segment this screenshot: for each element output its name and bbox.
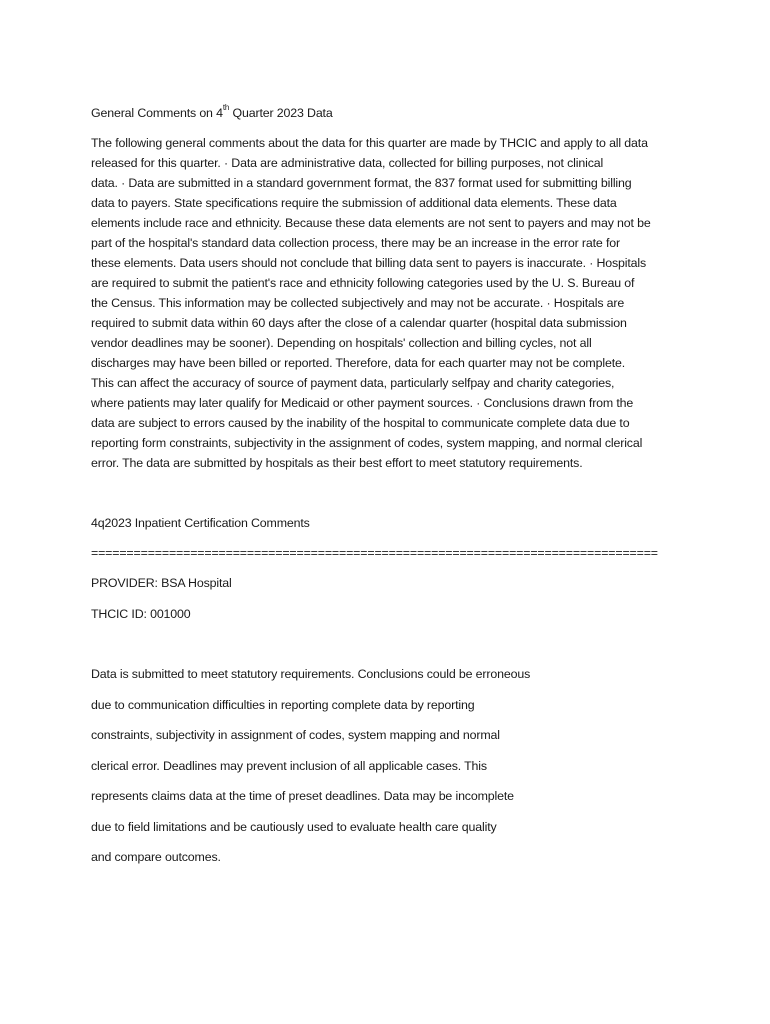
provider-comment-line: and compare outcomes. <box>91 850 221 864</box>
paragraph-line: data to payers. State specifications require the submission of additional data elements. These data <box>91 196 617 210</box>
thcic-id: THCIC ID: 001000 <box>91 607 191 621</box>
paragraph-line: elements include race and ethnicity. Because these data elements are not sent to payers and may not be <box>91 216 651 230</box>
provider-comment-line: clerical error. Deadlines may prevent inclusion of all applicable cases. This <box>91 758 487 773</box>
provider-comments <box>91 664 530 878</box>
provider-comment-line: represents claims data at the time of preset deadlines. Data may be incomplete <box>91 789 514 803</box>
paragraph-line: vendor deadlines may be sooner). Depending on hospitals' collection and billing cycles, not all <box>91 336 592 350</box>
paragraph-line: are required to submit the patient's race and ethnicity following categories used by the U. S. Bureau of <box>91 276 635 290</box>
provider-comment-line: Data is submitted to meet statutory requirements. Conclusions could be erroneous <box>91 667 531 681</box>
paragraph-line: required to submit data within 60 days after the close of a calendar quarter (hospital data submission <box>91 316 627 330</box>
paragraph-line: data. · Data are submitted in a standard government format, the 837 format used for submitting billing <box>91 176 632 190</box>
provider-name: PROVIDER: BSA Hospital <box>91 576 232 590</box>
paragraph-line: discharges may have been billed or reported. Therefore, data for each quarter may not be complete. <box>91 356 626 370</box>
paragraph-line: released for this quarter. · Data are administrative data, collected for billing purposes, not clinical <box>91 156 604 170</box>
general-comments-paragraph <box>91 133 651 473</box>
provider-comment-line: constraints, subjectivity in assignment of codes, system mapping and normal <box>91 728 500 742</box>
heading-superscript: th <box>222 102 230 112</box>
heading-prefix: General Comments on 4 <box>91 106 223 120</box>
paragraph-line: where patients may later qualify for Medicaid or other payment sources. · Conclusions drawn from the <box>91 396 634 410</box>
certification-comments-heading: 4q2023 Inpatient Certification Comments <box>91 516 310 530</box>
paragraph-line: error. The data are submitted by hospitals as their best effort to meet statutory requirements. <box>91 456 583 470</box>
paragraph-line: the Census. This information may be collected subjectively and may not be accurate. · Hospitals are <box>91 296 625 310</box>
paragraph-line: This can affect the accuracy of source of payment data, particularly selfpay and charity categories, <box>91 376 615 390</box>
provider-comment-line: due to communication difficulties in reporting complete data by reporting <box>91 697 475 712</box>
paragraph-line: part of the hospital's standard data collection process, there may be an increase in the error rate for <box>91 236 620 250</box>
paragraph-line: these elements. Data users should not conclude that billing data sent to payers is inaccurate. · Hospitals <box>91 256 647 270</box>
paragraph-line: reporting form constraints, subjectivity in the assignment of codes, system mapping, and normal clerical <box>91 436 643 450</box>
paragraph-line: data are subject to errors caused by the inability of the hospital to communicate complete data due to <box>91 416 630 430</box>
section-divider: ================================================================================ <box>91 546 658 560</box>
general-comments-heading <box>91 103 333 123</box>
provider-comment-line: due to field limitations and be cautiously used to evaluate health care quality <box>91 819 497 834</box>
heading-suffix: Quarter 2023 Data <box>229 106 333 120</box>
paragraph-line: The following general comments about the data for this quarter are made by THCIC and apply to all data <box>91 136 648 150</box>
